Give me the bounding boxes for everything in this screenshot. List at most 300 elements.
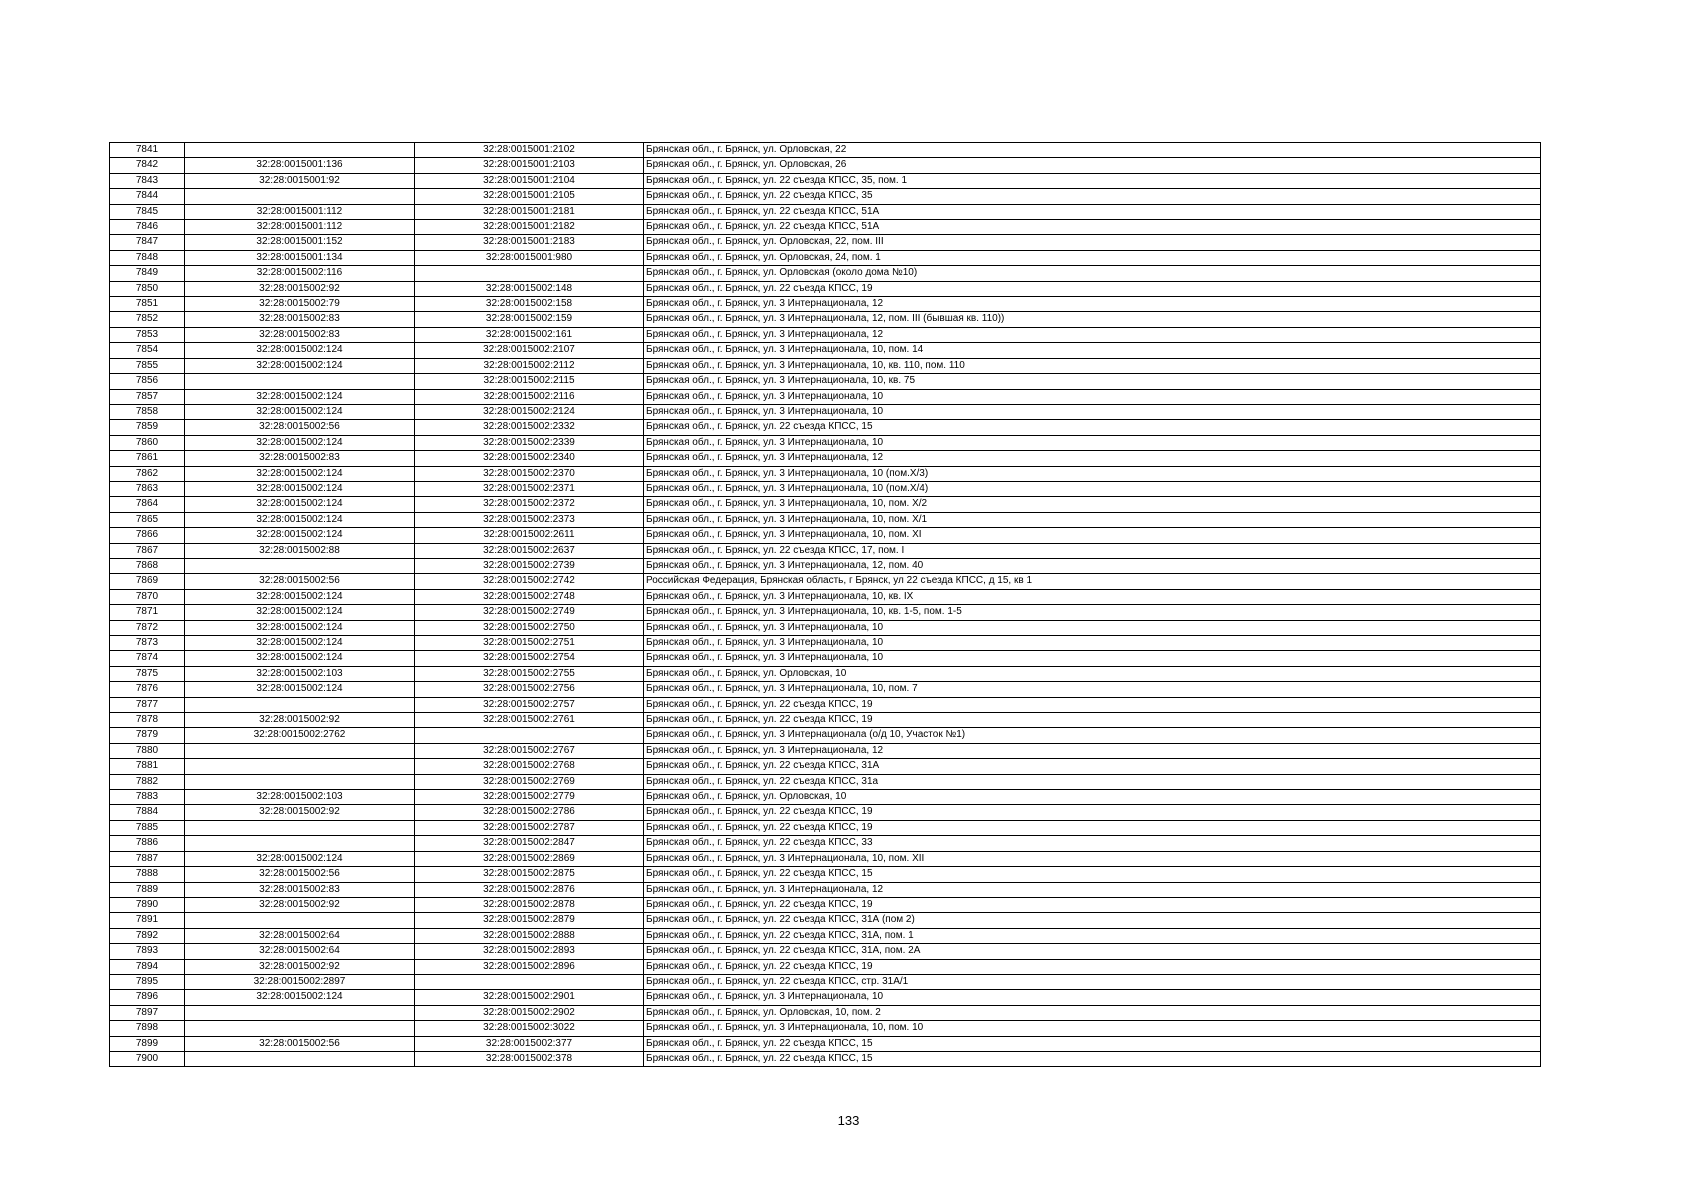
- row-number-cell: 7862: [110, 466, 185, 481]
- parent-cadastral-number-cell: 32:28:0015002:56: [185, 1036, 415, 1051]
- row-number-cell: 7851: [110, 297, 185, 312]
- table-row: [110, 790, 1541, 805]
- row-number-cell: 7848: [110, 250, 185, 265]
- row-number-cell: 7899: [110, 1036, 185, 1051]
- address-cell: Брянская обл., г. Брянск, ул. 22 съезда КПСС, 19: [644, 805, 1541, 820]
- parent-cadastral-number-cell: 32:28:0015002:56: [185, 420, 415, 435]
- cadastral-number-cell: 32:28:0015002:2878: [415, 897, 644, 912]
- table-row: [110, 651, 1541, 666]
- cadastral-number-cell: 32:28:0015002:378: [415, 1051, 644, 1066]
- table-row: [110, 220, 1541, 235]
- row-number-cell: 7841: [110, 143, 185, 158]
- table-row: [110, 805, 1541, 820]
- cadastral-number-cell: 32:28:0015002:2340: [415, 451, 644, 466]
- cadastral-number-cell: 32:28:0015002:2112: [415, 358, 644, 373]
- table-row: [110, 574, 1541, 589]
- parent-cadastral-number-cell: [185, 1051, 415, 1066]
- row-number-cell: 7894: [110, 959, 185, 974]
- table-row: [110, 374, 1541, 389]
- parent-cadastral-number-cell: 32:28:0015002:124: [185, 589, 415, 604]
- table-row: [110, 959, 1541, 974]
- row-number-cell: 7855: [110, 358, 185, 373]
- row-number-cell: 7876: [110, 682, 185, 697]
- table-row: [110, 974, 1541, 989]
- row-number-cell: 7844: [110, 189, 185, 204]
- table-row: [110, 158, 1541, 173]
- table-row: [110, 1051, 1541, 1066]
- row-number-cell: 7842: [110, 158, 185, 173]
- cadastral-number-cell: 32:28:0015002:158: [415, 297, 644, 312]
- cadastral-number-cell: 32:28:0015002:2742: [415, 574, 644, 589]
- parent-cadastral-number-cell: 32:28:0015002:83: [185, 882, 415, 897]
- address-cell: Брянская обл., г. Брянск, ул. 3 Интернационала, 10 (пом.Х/3): [644, 466, 1541, 481]
- row-number-cell: 7898: [110, 1021, 185, 1036]
- parent-cadastral-number-cell: 32:28:0015002:124: [185, 343, 415, 358]
- cadastral-number-cell: 32:28:0015002:2879: [415, 913, 644, 928]
- parent-cadastral-number-cell: [185, 774, 415, 789]
- table-row: [110, 312, 1541, 327]
- address-cell: Брянская обл., г. Брянск, ул. 22 съезда КПСС, 19: [644, 897, 1541, 912]
- address-cell: Брянская обл., г. Брянск, ул. 3 Интернационала, 10, кв. 1-5, пом. 1-5: [644, 605, 1541, 620]
- row-number-cell: 7871: [110, 605, 185, 620]
- cadastral-number-cell: 32:28:0015002:2847: [415, 836, 644, 851]
- cadastral-number-cell: 32:28:0015002:2739: [415, 558, 644, 573]
- address-cell: Брянская обл., г. Брянск, ул. 22 съезда КПСС, 51А: [644, 220, 1541, 235]
- row-number-cell: 7883: [110, 790, 185, 805]
- table-row: [110, 435, 1541, 450]
- table-row: [110, 512, 1541, 527]
- table-row: [110, 666, 1541, 681]
- parent-cadastral-number-cell: 32:28:0015002:92: [185, 959, 415, 974]
- table-row: [110, 281, 1541, 296]
- table-row: [110, 913, 1541, 928]
- parent-cadastral-number-cell: 32:28:0015002:124: [185, 851, 415, 866]
- address-cell: Брянская обл., г. Брянск, ул. 22 съезда КПСС, 31а: [644, 774, 1541, 789]
- row-number-cell: 7886: [110, 836, 185, 851]
- address-cell: Брянская обл., г. Брянск, ул. 3 Интернационала, 10, кв. IX: [644, 589, 1541, 604]
- cadastral-number-cell: 32:28:0015002:2339: [415, 435, 644, 450]
- table-row: [110, 528, 1541, 543]
- parent-cadastral-number-cell: 32:28:0015002:64: [185, 928, 415, 943]
- parent-cadastral-number-cell: 32:28:0015002:92: [185, 281, 415, 296]
- row-number-cell: 7890: [110, 897, 185, 912]
- parent-cadastral-number-cell: 32:28:0015002:88: [185, 543, 415, 558]
- table-row: [110, 235, 1541, 250]
- table-row: [110, 358, 1541, 373]
- address-cell: Брянская обл., г. Брянск, ул. 3 Интернационала, 10: [644, 620, 1541, 635]
- cadastral-number-cell: 32:28:0015002:2896: [415, 959, 644, 974]
- table-row: [110, 143, 1541, 158]
- table-row: [110, 1021, 1541, 1036]
- cadastral-number-cell: 32:28:0015002:2869: [415, 851, 644, 866]
- cadastral-number-cell: 32:28:0015002:2767: [415, 743, 644, 758]
- row-number-cell: 7845: [110, 204, 185, 219]
- cadastral-number-cell: 32:28:0015002:2611: [415, 528, 644, 543]
- table-row: [110, 820, 1541, 835]
- table-row: [110, 327, 1541, 342]
- parent-cadastral-number-cell: 32:28:0015002:124: [185, 466, 415, 481]
- row-number-cell: 7864: [110, 497, 185, 512]
- row-number-cell: 7860: [110, 435, 185, 450]
- parent-cadastral-number-cell: 32:28:0015002:83: [185, 312, 415, 327]
- row-number-cell: 7882: [110, 774, 185, 789]
- address-cell: Брянская обл., г. Брянск, ул. 22 съезда КПСС, 31А (пом 2): [644, 913, 1541, 928]
- row-number-cell: 7866: [110, 528, 185, 543]
- cadastral-number-cell: 32:28:0015002:2373: [415, 512, 644, 527]
- table-row: [110, 636, 1541, 651]
- cadastral-number-cell: 32:28:0015002:2757: [415, 697, 644, 712]
- parent-cadastral-number-cell: [185, 759, 415, 774]
- row-number-cell: 7872: [110, 620, 185, 635]
- address-cell: Брянская обл., г. Брянск, ул. 22 съезда КПСС, 35, пом. 1: [644, 173, 1541, 188]
- address-cell: Брянская обл., г. Брянск, ул. 3 Интернационала, 10: [644, 636, 1541, 651]
- address-cell: Брянская обл., г. Брянск, ул. 3 Интернационала, 10: [644, 389, 1541, 404]
- table-row: [110, 944, 1541, 959]
- address-cell: Брянская обл., г. Брянск, ул. 22 съезда КПСС, 35: [644, 189, 1541, 204]
- cadastral-number-cell: 32:28:0015002:2371: [415, 481, 644, 496]
- cadastral-number-cell: 32:28:0015002:2754: [415, 651, 644, 666]
- cadastral-number-cell: 32:28:0015001:2181: [415, 204, 644, 219]
- address-cell: Брянская обл., г. Брянск, ул. 3 Интернационала, 10: [644, 990, 1541, 1005]
- cadastral-registry-table: [109, 142, 1541, 1067]
- table-row: [110, 343, 1541, 358]
- address-cell: Брянская обл., г. Брянск, ул. 22 съезда КПСС, 19: [644, 959, 1541, 974]
- cadastral-number-cell: 32:28:0015002:2116: [415, 389, 644, 404]
- cadastral-number-cell: 32:28:0015002:3022: [415, 1021, 644, 1036]
- cadastral-number-cell: 32:28:0015001:2105: [415, 189, 644, 204]
- address-cell: Брянская обл., г. Брянск, ул. 3 Интернационала, 10, пом. 7: [644, 682, 1541, 697]
- table-row: [110, 1005, 1541, 1020]
- parent-cadastral-number-cell: [185, 189, 415, 204]
- address-cell: Брянская обл., г. Брянск, ул. 22 съезда КПСС, 31А, пом. 2А: [644, 944, 1541, 959]
- address-cell: Брянская обл., г. Брянск, ул. 3 Интернационала, 10: [644, 404, 1541, 419]
- cadastral-number-cell: 32:28:0015002:2748: [415, 589, 644, 604]
- row-number-cell: 7843: [110, 173, 185, 188]
- address-cell: Брянская обл., г. Брянск, ул. 3 Интернационала, 10, пом. Х/1: [644, 512, 1541, 527]
- row-number-cell: 7892: [110, 928, 185, 943]
- address-cell: Брянская обл., г. Брянск, ул. 3 Интернационала, 10: [644, 435, 1541, 450]
- cadastral-number-cell: 32:28:0015002:2637: [415, 543, 644, 558]
- table-row: [110, 759, 1541, 774]
- cadastral-number-cell: 32:28:0015002:161: [415, 327, 644, 342]
- address-cell: Брянская обл., г. Брянск, ул. 22 съезда КПСС, 31А, пом. 1: [644, 928, 1541, 943]
- row-number-cell: 7893: [110, 944, 185, 959]
- table-row: [110, 451, 1541, 466]
- parent-cadastral-number-cell: 32:28:0015002:83: [185, 451, 415, 466]
- table-row: [110, 743, 1541, 758]
- row-number-cell: 7870: [110, 589, 185, 604]
- cadastral-number-cell: 32:28:0015002:2779: [415, 790, 644, 805]
- cadastral-number-cell: 32:28:0015002:2901: [415, 990, 644, 1005]
- parent-cadastral-number-cell: 32:28:0015001:134: [185, 250, 415, 265]
- row-number-cell: 7846: [110, 220, 185, 235]
- table-row: [110, 466, 1541, 481]
- cadastral-number-cell: 32:28:0015002:2115: [415, 374, 644, 389]
- row-number-cell: 7849: [110, 266, 185, 281]
- address-cell: Брянская обл., г. Брянск, ул. 22 съезда КПСС, 15: [644, 1036, 1541, 1051]
- cadastral-number-cell: 32:28:0015002:2751: [415, 636, 644, 651]
- row-number-cell: 7847: [110, 235, 185, 250]
- address-cell: Брянская обл., г. Брянск, ул. Орловская, 10, пом. 2: [644, 1005, 1541, 1020]
- address-cell: Брянская обл., г. Брянск, ул. 3 Интернационала, 12: [644, 451, 1541, 466]
- parent-cadastral-number-cell: 32:28:0015002:124: [185, 620, 415, 635]
- parent-cadastral-number-cell: 32:28:0015002:124: [185, 497, 415, 512]
- parent-cadastral-number-cell: 32:28:0015002:92: [185, 897, 415, 912]
- row-number-cell: 7891: [110, 913, 185, 928]
- row-number-cell: 7861: [110, 451, 185, 466]
- table-row: [110, 420, 1541, 435]
- cadastral-number-cell: 32:28:0015001:2104: [415, 173, 644, 188]
- row-number-cell: 7887: [110, 851, 185, 866]
- parent-cadastral-number-cell: 32:28:0015002:124: [185, 651, 415, 666]
- cadastral-number-cell: 32:28:0015002:2893: [415, 944, 644, 959]
- row-number-cell: 7868: [110, 558, 185, 573]
- parent-cadastral-number-cell: [185, 1005, 415, 1020]
- table-row: [110, 204, 1541, 219]
- table-row: [110, 682, 1541, 697]
- table-row: [110, 867, 1541, 882]
- parent-cadastral-number-cell: 32:28:0015002:124: [185, 435, 415, 450]
- cadastral-number-cell: 32:28:0015002:2107: [415, 343, 644, 358]
- address-cell: Брянская обл., г. Брянск, ул. 22 съезда КПСС, 51А: [644, 204, 1541, 219]
- parent-cadastral-number-cell: 32:28:0015002:124: [185, 605, 415, 620]
- address-cell: Брянская обл., г. Брянск, ул. Орловская, 10: [644, 666, 1541, 681]
- row-number-cell: 7897: [110, 1005, 185, 1020]
- parent-cadastral-number-cell: [185, 743, 415, 758]
- cadastral-number-cell: 32:28:0015002:377: [415, 1036, 644, 1051]
- parent-cadastral-number-cell: 32:28:0015001:112: [185, 204, 415, 219]
- cadastral-number-cell: 32:28:0015002:2875: [415, 867, 644, 882]
- table-row: [110, 543, 1541, 558]
- row-number-cell: 7856: [110, 374, 185, 389]
- table-row: [110, 605, 1541, 620]
- cadastral-number-cell: 32:28:0015001:2103: [415, 158, 644, 173]
- table-row: [110, 774, 1541, 789]
- cadastral-number-cell: 32:28:0015001:2102: [415, 143, 644, 158]
- parent-cadastral-number-cell: [185, 820, 415, 835]
- table-row: [110, 1036, 1541, 1051]
- cadastral-number-cell: 32:28:0015002:148: [415, 281, 644, 296]
- address-cell: Брянская обл., г. Брянск, ул. 3 Интернационала, 12, пом. III (бывшая кв. 110)): [644, 312, 1541, 327]
- address-cell: Брянская обл., г. Брянск, ул. 3 Интернационала, 12: [644, 882, 1541, 897]
- row-number-cell: 7859: [110, 420, 185, 435]
- row-number-cell: 7888: [110, 867, 185, 882]
- table-row: [110, 882, 1541, 897]
- cadastral-number-cell: 32:28:0015002:2756: [415, 682, 644, 697]
- parent-cadastral-number-cell: 32:28:0015002:64: [185, 944, 415, 959]
- address-cell: Брянская обл., г. Брянск, ул. 22 съезда КПСС, 31А: [644, 759, 1541, 774]
- row-number-cell: 7857: [110, 389, 185, 404]
- parent-cadastral-number-cell: 32:28:0015002:103: [185, 790, 415, 805]
- address-cell: Брянская обл., г. Брянск, ул. 3 Интернационала, 12, пом. 40: [644, 558, 1541, 573]
- table-row: [110, 620, 1541, 635]
- cadastral-number-cell: 32:28:0015002:2888: [415, 928, 644, 943]
- parent-cadastral-number-cell: 32:28:0015002:124: [185, 481, 415, 496]
- parent-cadastral-number-cell: 32:28:0015002:124: [185, 528, 415, 543]
- table-row: [110, 851, 1541, 866]
- address-cell: Брянская обл., г. Брянск, ул. 3 Интернационала, 10, кв. 110, пом. 110: [644, 358, 1541, 373]
- address-cell: Брянская обл., г. Брянск, ул. 3 Интернационала, 10: [644, 651, 1541, 666]
- row-number-cell: 7875: [110, 666, 185, 681]
- table-row: [110, 173, 1541, 188]
- parent-cadastral-number-cell: 32:28:0015002:92: [185, 713, 415, 728]
- address-cell: Брянская обл., г. Брянск, ул. 3 Интернационала, 10, кв. 75: [644, 374, 1541, 389]
- cadastral-number-cell: 32:28:0015002:2768: [415, 759, 644, 774]
- address-cell: Брянская обл., г. Брянск, ул. 22 съезда КПСС, стр. 31А/1: [644, 974, 1541, 989]
- parent-cadastral-number-cell: [185, 143, 415, 158]
- address-cell: Брянская обл., г. Брянск, ул. 22 съезда КПСС, 19: [644, 697, 1541, 712]
- table-row: [110, 266, 1541, 281]
- cadastral-number-cell: 32:28:0015002:159: [415, 312, 644, 327]
- address-cell: Брянская обл., г. Брянск, ул. 3 Интернационала, 12: [644, 327, 1541, 342]
- row-number-cell: 7896: [110, 990, 185, 1005]
- cadastral-number-cell: [415, 266, 644, 281]
- address-cell: Брянская обл., г. Брянск, ул. 22 съезда КПСС, 15: [644, 420, 1541, 435]
- address-cell: Брянская обл., г. Брянск, ул. 3 Интернационала, 12: [644, 297, 1541, 312]
- parent-cadastral-number-cell: 32:28:0015002:124: [185, 358, 415, 373]
- address-cell: Брянская обл., г. Брянск, ул. 3 Интернационала, 10, пом. 10: [644, 1021, 1541, 1036]
- parent-cadastral-number-cell: [185, 913, 415, 928]
- parent-cadastral-number-cell: 32:28:0015002:83: [185, 327, 415, 342]
- page-number: 133: [837, 1113, 860, 1128]
- cadastral-number-cell: [415, 974, 644, 989]
- row-number-cell: 7858: [110, 404, 185, 419]
- cadastral-number-cell: 32:28:0015002:2749: [415, 605, 644, 620]
- parent-cadastral-number-cell: [185, 558, 415, 573]
- parent-cadastral-number-cell: 32:28:0015002:116: [185, 266, 415, 281]
- row-number-cell: 7853: [110, 327, 185, 342]
- table-row: [110, 728, 1541, 743]
- table-row: [110, 836, 1541, 851]
- row-number-cell: 7863: [110, 481, 185, 496]
- cadastral-number-cell: 32:28:0015002:2372: [415, 497, 644, 512]
- row-number-cell: 7850: [110, 281, 185, 296]
- address-cell: Брянская обл., г. Брянск, ул. 22 съезда КПСС, 15: [644, 1051, 1541, 1066]
- parent-cadastral-number-cell: 32:28:0015001:136: [185, 158, 415, 173]
- table-row: [110, 189, 1541, 204]
- row-number-cell: 7879: [110, 728, 185, 743]
- table-row: [110, 990, 1541, 1005]
- address-cell: Брянская обл., г. Брянск, ул. Орловская, 22, пом. III: [644, 235, 1541, 250]
- row-number-cell: 7869: [110, 574, 185, 589]
- table-row: [110, 713, 1541, 728]
- parent-cadastral-number-cell: 32:28:0015002:103: [185, 666, 415, 681]
- registry-table-body: [110, 143, 1541, 1067]
- row-number-cell: 7867: [110, 543, 185, 558]
- table-row: [110, 404, 1541, 419]
- table-row: [110, 897, 1541, 912]
- address-cell: Брянская обл., г. Брянск, ул. 3 Интернационала, 10 (пом.Х/4): [644, 481, 1541, 496]
- address-cell: Брянская обл., г. Брянск, ул. 3 Интернационала, 10, пом. XII: [644, 851, 1541, 866]
- row-number-cell: 7874: [110, 651, 185, 666]
- cadastral-number-cell: 32:28:0015002:2750: [415, 620, 644, 635]
- row-number-cell: 7878: [110, 713, 185, 728]
- parent-cadastral-number-cell: 32:28:0015001:152: [185, 235, 415, 250]
- row-number-cell: 7852: [110, 312, 185, 327]
- address-cell: Брянская обл., г. Брянск, ул. Орловская, 22: [644, 143, 1541, 158]
- cadastral-number-cell: 32:28:0015002:2786: [415, 805, 644, 820]
- address-cell: Брянская обл., г. Брянск, ул. 3 Интернационала, 10, пом. 14: [644, 343, 1541, 358]
- parent-cadastral-number-cell: 32:28:0015002:56: [185, 574, 415, 589]
- address-cell: Брянская обл., г. Брянск, ул. Орловская (около дома №10): [644, 266, 1541, 281]
- address-cell: Брянская обл., г. Брянск, ул. 22 съезда КПСС, 17, пом. I: [644, 543, 1541, 558]
- parent-cadastral-number-cell: [185, 836, 415, 851]
- table-row: [110, 481, 1541, 496]
- address-cell: Брянская обл., г. Брянск, ул. 3 Интернационала (о/д 10, Участок №1): [644, 728, 1541, 743]
- cadastral-number-cell: 32:28:0015002:2902: [415, 1005, 644, 1020]
- address-cell: Брянская обл., г. Брянск, ул. 3 Интернационала, 10, пом. Х/2: [644, 497, 1541, 512]
- parent-cadastral-number-cell: 32:28:0015001:92: [185, 173, 415, 188]
- address-cell: Брянская обл., г. Брянск, ул. 22 съезда КПСС, 15: [644, 867, 1541, 882]
- address-cell: Брянская обл., г. Брянск, ул. 22 съезда КПСС, 19: [644, 820, 1541, 835]
- parent-cadastral-number-cell: 32:28:0015002:79: [185, 297, 415, 312]
- parent-cadastral-number-cell: 32:28:0015002:124: [185, 512, 415, 527]
- address-cell: Российская Федерация, Брянская область, г Брянск, ул 22 съезда КПСС, д 15, кв 1: [644, 574, 1541, 589]
- row-number-cell: 7877: [110, 697, 185, 712]
- cadastral-number-cell: 32:28:0015002:2787: [415, 820, 644, 835]
- cadastral-number-cell: 32:28:0015002:2876: [415, 882, 644, 897]
- table-row: [110, 928, 1541, 943]
- parent-cadastral-number-cell: 32:28:0015002:124: [185, 682, 415, 697]
- row-number-cell: 7884: [110, 805, 185, 820]
- parent-cadastral-number-cell: [185, 1021, 415, 1036]
- parent-cadastral-number-cell: 32:28:0015002:124: [185, 636, 415, 651]
- address-cell: Брянская обл., г. Брянск, ул. 22 съезда КПСС, 19: [644, 713, 1541, 728]
- row-number-cell: 7889: [110, 882, 185, 897]
- address-cell: Брянская обл., г. Брянск, ул. 22 съезда КПСС, 19: [644, 281, 1541, 296]
- parent-cadastral-number-cell: 32:28:0015002:92: [185, 805, 415, 820]
- parent-cadastral-number-cell: 32:28:0015002:124: [185, 389, 415, 404]
- cadastral-number-cell: 32:28:0015001:2183: [415, 235, 644, 250]
- parent-cadastral-number-cell: 32:28:0015001:112: [185, 220, 415, 235]
- cadastral-number-cell: 32:28:0015002:2761: [415, 713, 644, 728]
- cadastral-number-cell: 32:28:0015002:2769: [415, 774, 644, 789]
- table-row: [110, 589, 1541, 604]
- address-cell: Брянская обл., г. Брянск, ул. 3 Интернационала, 12: [644, 743, 1541, 758]
- table-row: [110, 389, 1541, 404]
- cadastral-number-cell: 32:28:0015002:2755: [415, 666, 644, 681]
- table-row: [110, 558, 1541, 573]
- address-cell: Брянская обл., г. Брянск, ул. Орловская, 10: [644, 790, 1541, 805]
- row-number-cell: 7900: [110, 1051, 185, 1066]
- table-row: [110, 297, 1541, 312]
- cadastral-number-cell: 32:28:0015002:2332: [415, 420, 644, 435]
- cadastral-number-cell: 32:28:0015002:2124: [415, 404, 644, 419]
- row-number-cell: 7880: [110, 743, 185, 758]
- address-cell: Брянская обл., г. Брянск, ул. Орловская, 24, пом. 1: [644, 250, 1541, 265]
- row-number-cell: 7885: [110, 820, 185, 835]
- row-number-cell: 7865: [110, 512, 185, 527]
- parent-cadastral-number-cell: [185, 697, 415, 712]
- cadastral-number-cell: [415, 728, 644, 743]
- row-number-cell: 7854: [110, 343, 185, 358]
- parent-cadastral-number-cell: 32:28:0015002:2762: [185, 728, 415, 743]
- table-row: [110, 697, 1541, 712]
- address-cell: Брянская обл., г. Брянск, ул. Орловская, 26: [644, 158, 1541, 173]
- row-number-cell: 7895: [110, 974, 185, 989]
- parent-cadastral-number-cell: 32:28:0015002:56: [185, 867, 415, 882]
- table-row: [110, 250, 1541, 265]
- parent-cadastral-number-cell: 32:28:0015002:124: [185, 990, 415, 1005]
- cadastral-number-cell: 32:28:0015001:2182: [415, 220, 644, 235]
- parent-cadastral-number-cell: 32:28:0015002:124: [185, 404, 415, 419]
- cadastral-number-cell: 32:28:0015001:980: [415, 250, 644, 265]
- parent-cadastral-number-cell: [185, 374, 415, 389]
- row-number-cell: 7873: [110, 636, 185, 651]
- address-cell: Брянская обл., г. Брянск, ул. 22 съезда КПСС, 33: [644, 836, 1541, 851]
- row-number-cell: 7881: [110, 759, 185, 774]
- parent-cadastral-number-cell: 32:28:0015002:2897: [185, 974, 415, 989]
